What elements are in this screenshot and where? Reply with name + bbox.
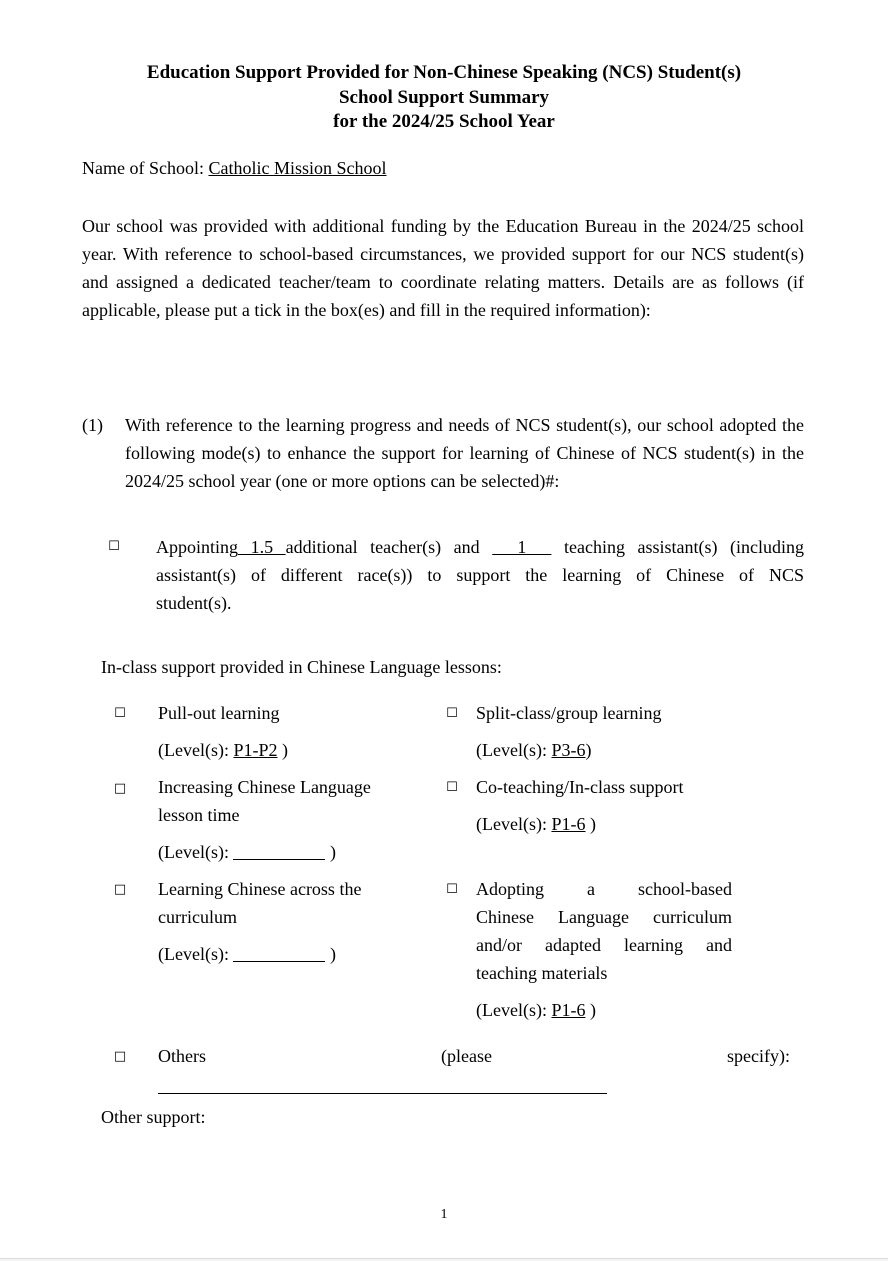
adopting-line-4: teaching materials <box>476 963 608 983</box>
pullout-level-value: P1-P2 <box>233 740 278 760</box>
adopting-level-value: P1-6 <box>551 1000 586 1020</box>
others-checkbox[interactable]: □ <box>113 1049 127 1064</box>
inclass-heading: In-class support provided in Chinese Language lessons: <box>101 657 502 677</box>
increasing-label-1: Increasing Chinese Language <box>158 777 371 797</box>
appointing-line-2: assistant(s) of different race(s)) to support the learning of Chinese of NCS <box>156 565 804 585</box>
others-specify-line[interactable] <box>158 1093 607 1094</box>
increasing-level-blank[interactable] <box>233 841 325 860</box>
pullout-checkbox[interactable]: ☐ <box>114 706 126 721</box>
adopting-level: (Level(s): P1-6 ) <box>476 1000 596 1020</box>
coteaching-level: (Level(s): P1-6 ) <box>476 814 596 834</box>
teachers-count: 1.5 <box>238 537 286 557</box>
school-name-line <box>82 154 387 182</box>
document-title <box>0 61 888 135</box>
pullout-level: (Level(s): P1-P2 ) <box>158 740 288 760</box>
across-label-2: curriculum <box>158 907 237 927</box>
page-number: 1 <box>440 1207 448 1222</box>
split-checkbox[interactable]: ☐ <box>446 706 458 721</box>
section-1-text: With reference to the learning progress and needs of NCS student(s), our school adopted the following mode(s) to enhance the support for learning of Chinese of NCS student(s) in the 2024/25 school year (one or more options can be selected)#: <box>125 415 804 491</box>
increasing-label-2: lesson time <box>158 805 240 825</box>
across-level-blank[interactable] <box>233 943 325 962</box>
others-label: Others <box>158 1046 206 1066</box>
other-support-heading: Other support: <box>101 1107 206 1127</box>
appointing-line-3: student(s). <box>156 593 232 613</box>
others-please: (please <box>441 1046 492 1066</box>
across-label-1: Learning Chinese across the <box>158 879 362 899</box>
appointing-paragraph <box>156 533 804 617</box>
intro-paragraph: Our school was provided with additional funding by the Education Bureau in the 2024/25 school year. With reference to school-based circumstances, we provided support for our NCS student(s) and assigned a dedicated teacher/team to coordinate relating matters. Details are as follows (if applicable, please put a tick in the box(es) and fill in the required information): <box>82 216 804 320</box>
coteaching-level-value: P1-6 <box>551 814 586 834</box>
title-line-2: School Support Summary <box>338 86 550 108</box>
increasing-level: (Level(s): ) <box>158 842 336 862</box>
adopting-line-3: and/or adapted learning and <box>476 935 732 955</box>
title-line-3: for the 2024/25 School Year <box>333 111 555 132</box>
across-level: (Level(s): ) <box>158 944 336 964</box>
adopting-line-2: Chinese Language curriculum <box>476 907 732 927</box>
school-name-value: Catholic Mission School <box>208 158 387 178</box>
adopting-checkbox[interactable]: ☐ <box>446 882 458 897</box>
appointing-line-1: Appointing 1.5 additional teacher(s) and 1 teaching assistant(s) (including <box>156 537 805 557</box>
adopting-line-1: Adopting a school-based <box>476 879 732 899</box>
appointing-checkbox[interactable]: ☐ <box>108 539 120 554</box>
split-label: Split-class/group learning <box>476 703 662 723</box>
pullout-label: Pull-out learning <box>158 703 280 723</box>
coteaching-checkbox[interactable]: ☐ <box>446 780 458 795</box>
increasing-checkbox[interactable]: □ <box>113 781 127 796</box>
coteaching-label: Co-teaching/In-class support <box>476 777 684 797</box>
adopting-paragraph <box>476 875 732 987</box>
section-1-number: (1) <box>82 415 103 435</box>
school-name-label: Name of School: <box>82 158 209 178</box>
assistants-count: 1 <box>492 537 552 557</box>
others-specify: specify): <box>727 1046 790 1066</box>
title-line-1: Education Support Provided for Non-Chinese Speaking (NCS) Student(s) <box>146 62 742 83</box>
across-checkbox[interactable]: □ <box>113 882 127 897</box>
split-level: (Level(s): P3-6) <box>476 740 592 760</box>
split-level-value: P3-6 <box>551 740 586 760</box>
